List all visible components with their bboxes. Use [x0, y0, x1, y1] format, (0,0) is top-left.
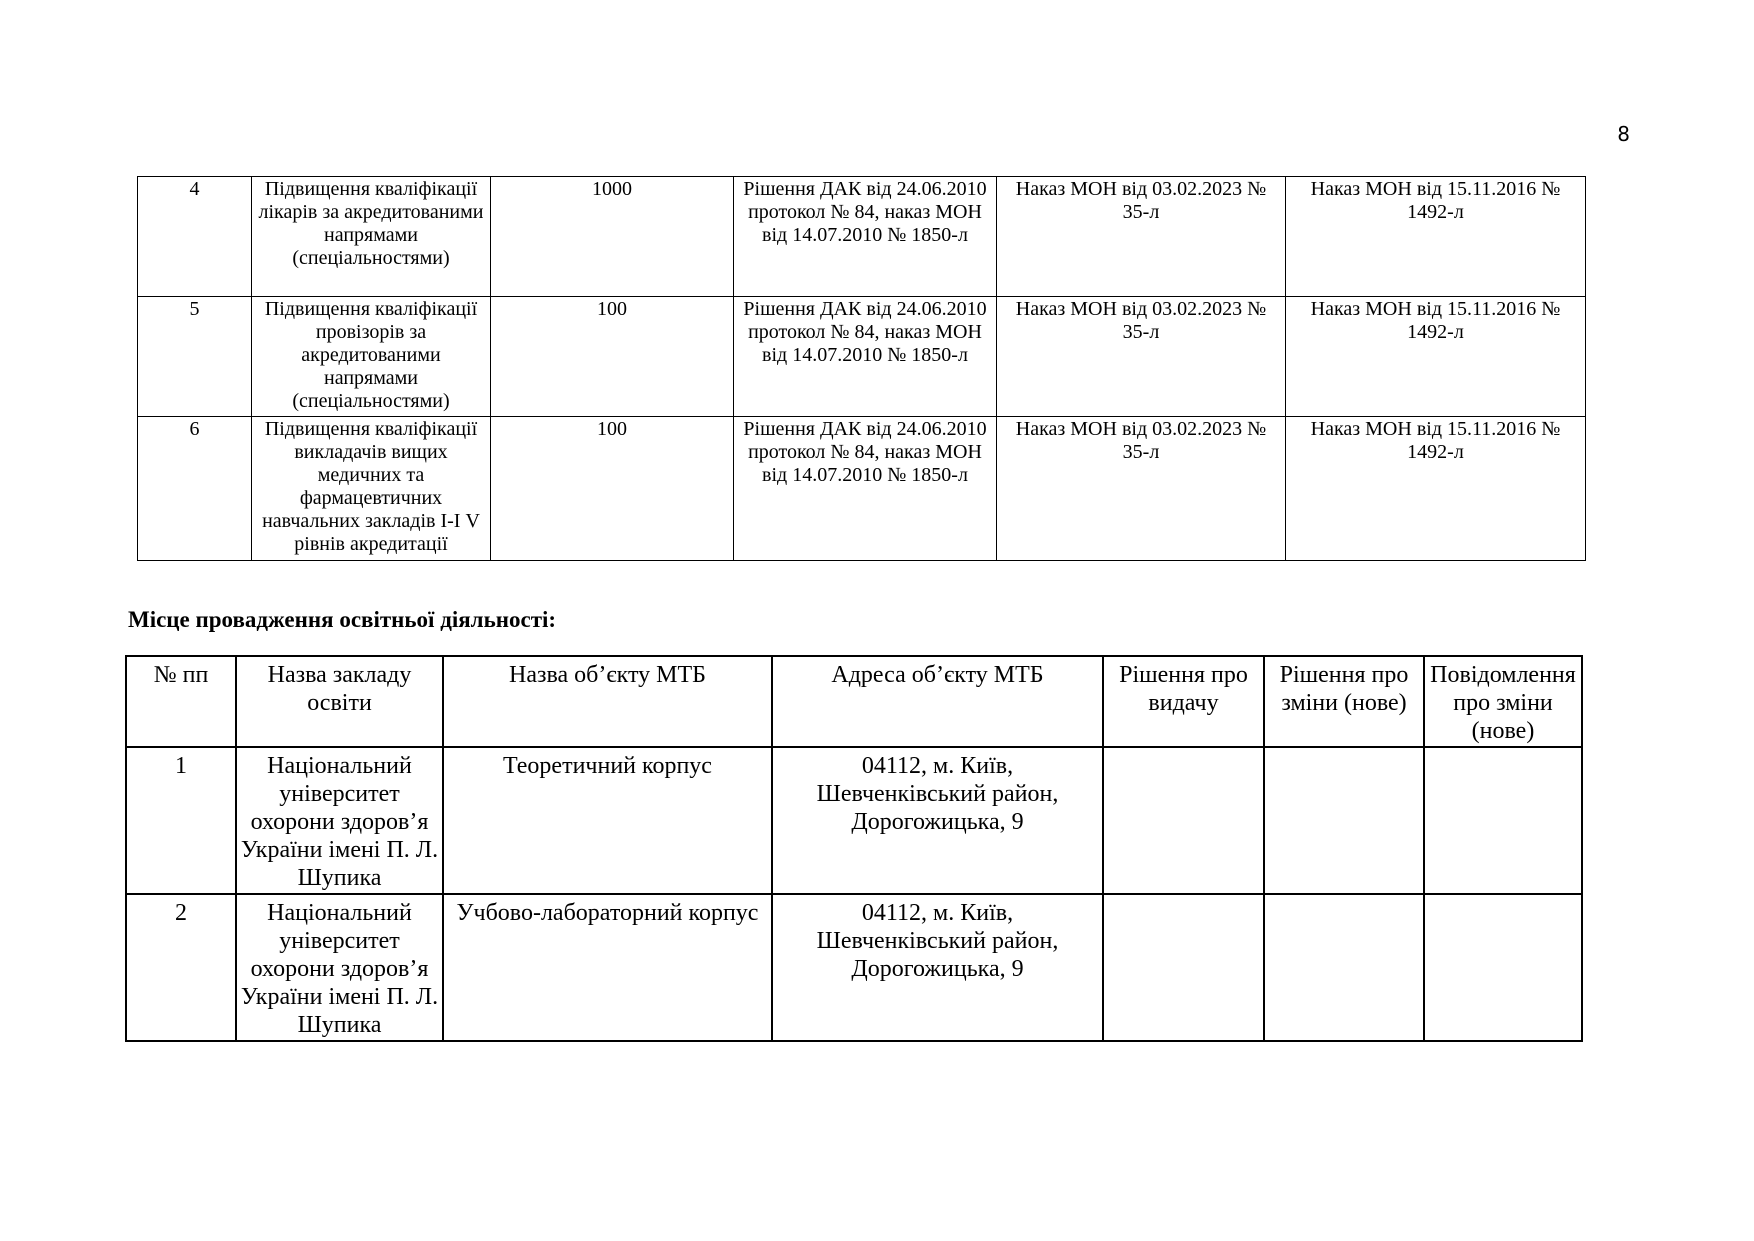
object-address: 04112, м. Київ, Шевченківський район, Дорогожицька, 9 [772, 747, 1103, 894]
header-issue-decision: Рішення про видачу [1103, 656, 1264, 747]
table-header-row [126, 656, 1582, 747]
accreditation-decision: Рішення ДАК від 24.06.2010 протокол № 84, наказ МОН від 14.07.2010 № 1850-л [734, 177, 997, 297]
accreditation-decision: Рішення ДАК від 24.06.2010 протокол № 84, наказ МОН від 14.07.2010 № 1850-л [734, 417, 997, 561]
header-object-address: Адреса об’єкту МТБ [772, 656, 1103, 747]
change-decision-cell [1264, 747, 1424, 894]
table-row [138, 177, 1586, 297]
program-name: Підвищення кваліфікації викладачів вищих медичних та фармацевтичних навчальних закладів І-І V рівнів акредитації [252, 417, 491, 561]
ministry-order: Наказ МОН від 03.02.2023 № 35-л [997, 417, 1286, 561]
license-volume: 100 [491, 417, 734, 561]
table-row [138, 417, 1586, 561]
table-row [126, 894, 1582, 1041]
object-name: Теоретичний корпус [443, 747, 772, 894]
row-number: 4 [138, 177, 252, 297]
institution-name: Національний університет охорони здоров’я України імені П. Л. Шупика [236, 747, 443, 894]
ministry-order: Наказ МОН від 15.11.2016 № 1492-л [1286, 177, 1586, 297]
accreditation-decision: Рішення ДАК від 24.06.2010 протокол № 84, наказ МОН від 14.07.2010 № 1850-л [734, 297, 997, 417]
object-name: Учбово-лабораторний корпус [443, 894, 772, 1041]
institution-name: Національний університет охорони здоров’я України імені П. Л. Шупика [236, 894, 443, 1041]
section-title: Місце провадження освітньої діяльності: [128, 607, 557, 632]
change-decision-cell [1264, 894, 1424, 1041]
row-number: 6 [138, 417, 252, 561]
location-table [125, 655, 1583, 1042]
change-notice-cell [1424, 894, 1582, 1041]
row-number: 2 [126, 894, 236, 1041]
program-name: Підвищення кваліфікації лікарів за акредитованими напрямами (спеціальностями) [252, 177, 491, 297]
ministry-order: Наказ МОН від 15.11.2016 № 1492-л [1286, 417, 1586, 561]
license-volume: 100 [491, 297, 734, 417]
change-notice-cell [1424, 747, 1582, 894]
page-number: 8 [1617, 122, 1630, 146]
header-institution: Назва закладу освіти [236, 656, 443, 747]
accreditation-table [137, 176, 1586, 561]
issue-decision-cell [1103, 747, 1264, 894]
table-row [138, 297, 1586, 417]
ministry-order: Наказ МОН від 15.11.2016 № 1492-л [1286, 297, 1586, 417]
object-address: 04112, м. Київ, Шевченківський район, Дорогожицька, 9 [772, 894, 1103, 1041]
header-change-decision: Рішення про зміни (нове) [1264, 656, 1424, 747]
ministry-order: Наказ МОН від 03.02.2023 № 35-л [997, 297, 1286, 417]
table-row [126, 747, 1582, 894]
header-change-notice: Повідомлення про зміни (нове) [1424, 656, 1582, 747]
row-number: 5 [138, 297, 252, 417]
row-number: 1 [126, 747, 236, 894]
header-object-name: Назва об’єкту МТБ [443, 656, 772, 747]
program-name: Підвищення кваліфікації провізорів за акредитованими напрямами (спеціальностями) [252, 297, 491, 417]
license-volume: 1000 [491, 177, 734, 297]
header-number: № пп [126, 656, 236, 747]
issue-decision-cell [1103, 894, 1264, 1041]
ministry-order: Наказ МОН від 03.02.2023 № 35-л [997, 177, 1286, 297]
